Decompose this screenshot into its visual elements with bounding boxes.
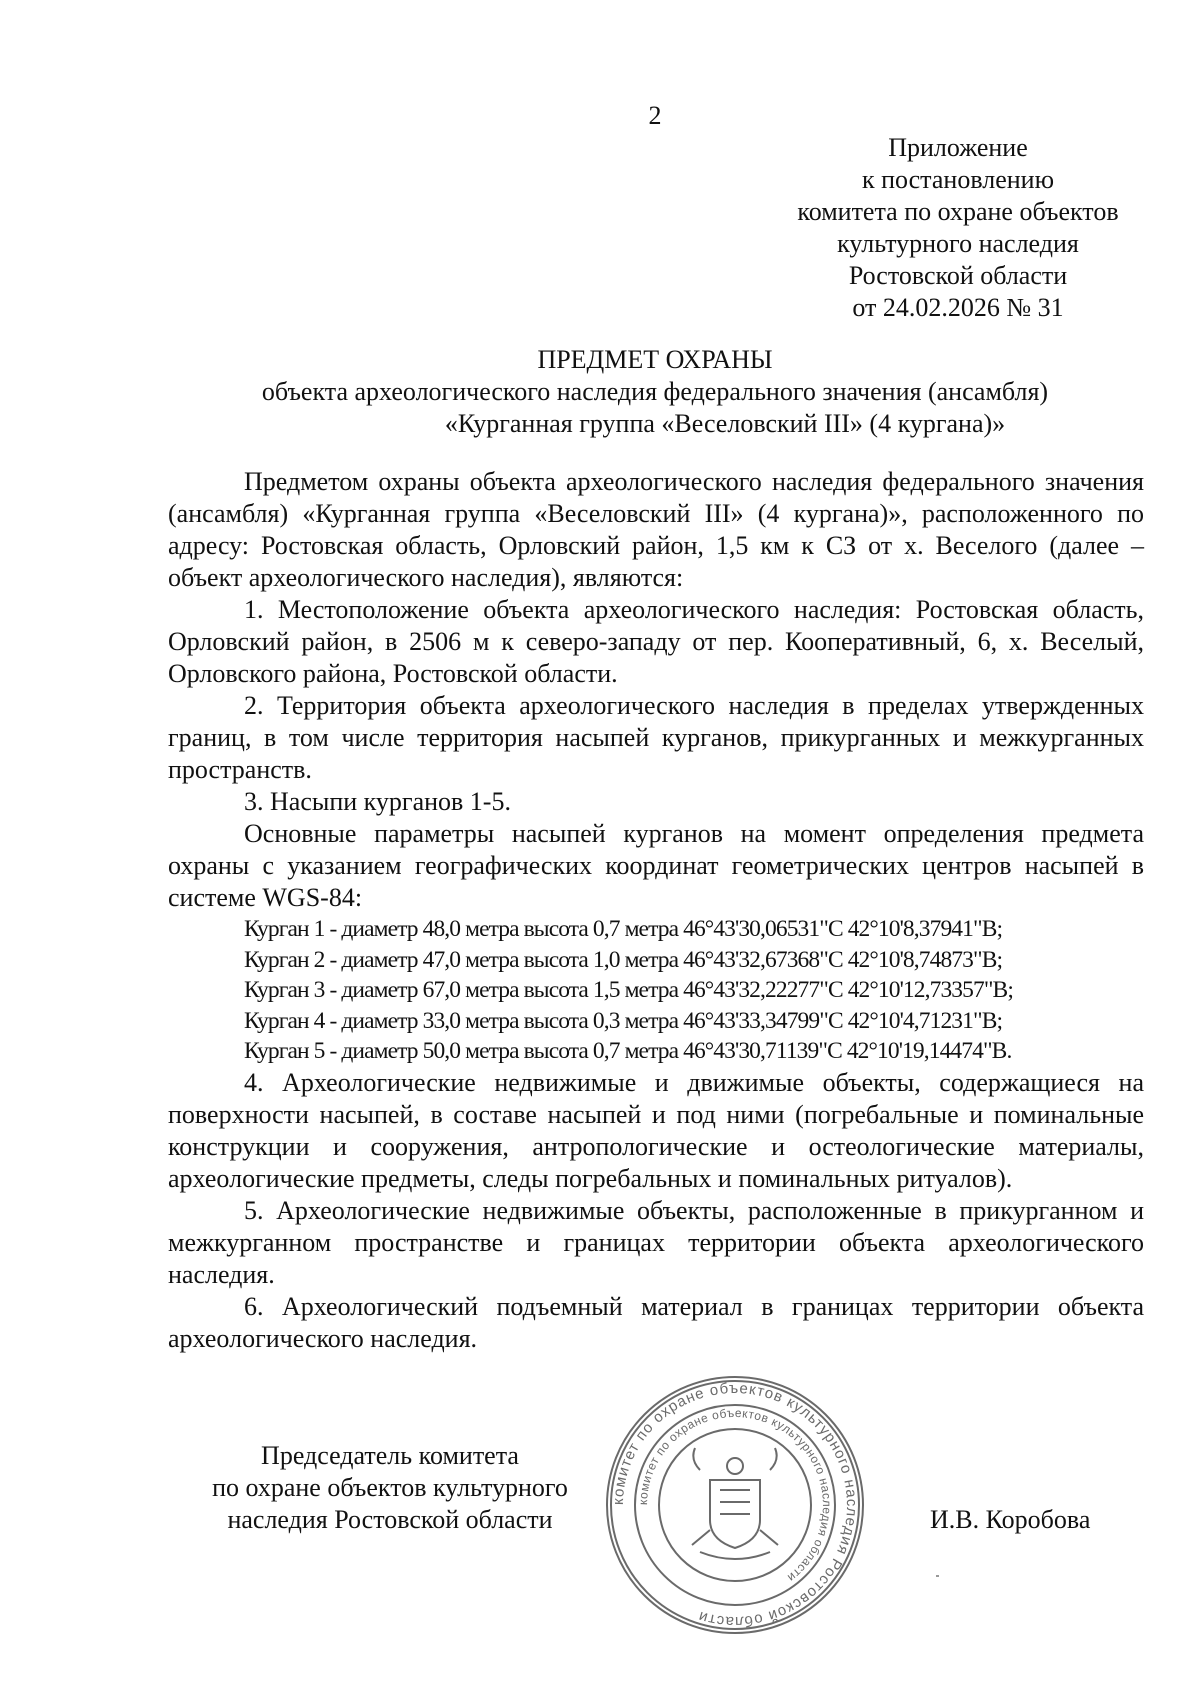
seal-outer-text: комитет по охране объектов культурного наследия Ростовской области bbox=[609, 1379, 861, 1631]
item-location: 1. Местоположение объекта археологического наследия: Ростовская область, Орловский район, в 2506 м к северо-западу от пер. Кооперативный, 6, х. Веселый, Орловского района, Ростовской области. bbox=[168, 595, 1144, 688]
kurgan-row: Курган 5 - диаметр 50,0 метра высота 0,7 метра 46°43'30,71139"С 42°10'19,14474"В. bbox=[244, 1038, 1012, 1064]
document-title: ПРЕДМЕТ ОХРАНЫ bbox=[537, 345, 773, 374]
item-immovable-objects: 5. Археологические недвижимые объекты, расположенные в прикурганном и межкурганном пространстве и границах территории объекта археологического наследия. bbox=[168, 1195, 1144, 1289]
item-mounds: 3. Насыпи курганов 1-5. bbox=[244, 787, 511, 816]
appendix-date-number: от 24.02.2026 № 31 bbox=[852, 293, 1064, 322]
page-number: 2 bbox=[648, 101, 662, 130]
kurgan-row: Курган 4 - диаметр 33,0 метра высота 0,3 метра 46°43'33,34799"С 42°10'4,71231"В; bbox=[244, 1007, 1003, 1034]
kurgan-row: Курган 1 - диаметр 48,0 метра высота 0,7 метра 46°43'30,06531"С 42°10'8,37941"В; bbox=[244, 916, 1003, 942]
item-territory: 2. Территория объекта археологического наследия в пределах утвержденных границ, в том числе территория насыпей курганов, прикурганных и межкурганных пространств. bbox=[168, 691, 1144, 784]
appendix-line: к постановлению bbox=[861, 165, 1055, 194]
official-seal-stamp bbox=[600, 1370, 870, 1640]
document-subtitle: объекта археологического наследия федерального значения (ансамбля) bbox=[261, 377, 1049, 406]
appendix-line: Приложение bbox=[888, 133, 1028, 162]
kurgan-row: Курган 3 - диаметр 67,0 метра высота 1,5 метра 46°43'32,22277"С 42°10'12,73357"В; bbox=[244, 977, 1013, 1003]
appendix-line: комитета по охране объектов bbox=[797, 197, 1119, 226]
item-objects: 4. Археологические недвижимые и движимые объекты, содержащиеся на поверхности насыпей, в составе насыпей и под ними (погребальные и поминальные конструкции и сооружения, антропологические и остеологические материалы, археологические предметы, следы погребальных и поминальных ритуалов). bbox=[168, 1067, 1144, 1193]
intro-paragraph: Предметом охраны объекта археологического наследия федерального значения (ансамбля) «Курганная группа «Веселовский III» (4 кургана)», расположенного по адресу: Ростовская область, Орловский район, 1,5 км к СЗ от х. Веселого (далее – объект археологического наследия), являются: bbox=[168, 467, 1144, 592]
coat-of-arms-icon bbox=[692, 1448, 778, 1559]
document-heading bbox=[150, 344, 1160, 440]
document-subtitle-object-name: «Курганная группа «Веселовский III» (4 кургана)» bbox=[444, 409, 1006, 438]
signatory-position bbox=[180, 1440, 600, 1536]
kurgan-coordinates-list bbox=[168, 914, 1144, 1067]
parameters-intro: Основные параметры насыпей курганов на момент определения предмета охраны с указанием географических координат геометрических центров насыпей в системе WGS-84: bbox=[168, 819, 1144, 912]
appendix-header bbox=[738, 132, 1178, 324]
signatory-title-line: по охране объектов культурного bbox=[212, 1473, 568, 1502]
signer-name: И.В. Коробова bbox=[930, 1505, 1091, 1534]
appendix-line: Ростовской области bbox=[848, 261, 1068, 290]
signatory-title-line: Председатель комитета bbox=[261, 1441, 519, 1470]
item-surface-material: 6. Археологический подъемный материал в границах территории объекта археологического наследия. bbox=[168, 1291, 1144, 1353]
kurgan-row: Курган 2 - диаметр 47,0 метра высота 1,0 метра 46°43'32,67368"С 42°10'8,74873"В; bbox=[244, 946, 1003, 973]
scan-speck bbox=[936, 1575, 939, 1577]
seal-inner-text: комитет по охране объектов культурного наследия области bbox=[635, 1405, 835, 1586]
appendix-line: культурного наследия bbox=[837, 229, 1079, 258]
document-body bbox=[168, 466, 1144, 1355]
signatory-title-line: наследия Ростовской области bbox=[227, 1505, 553, 1534]
